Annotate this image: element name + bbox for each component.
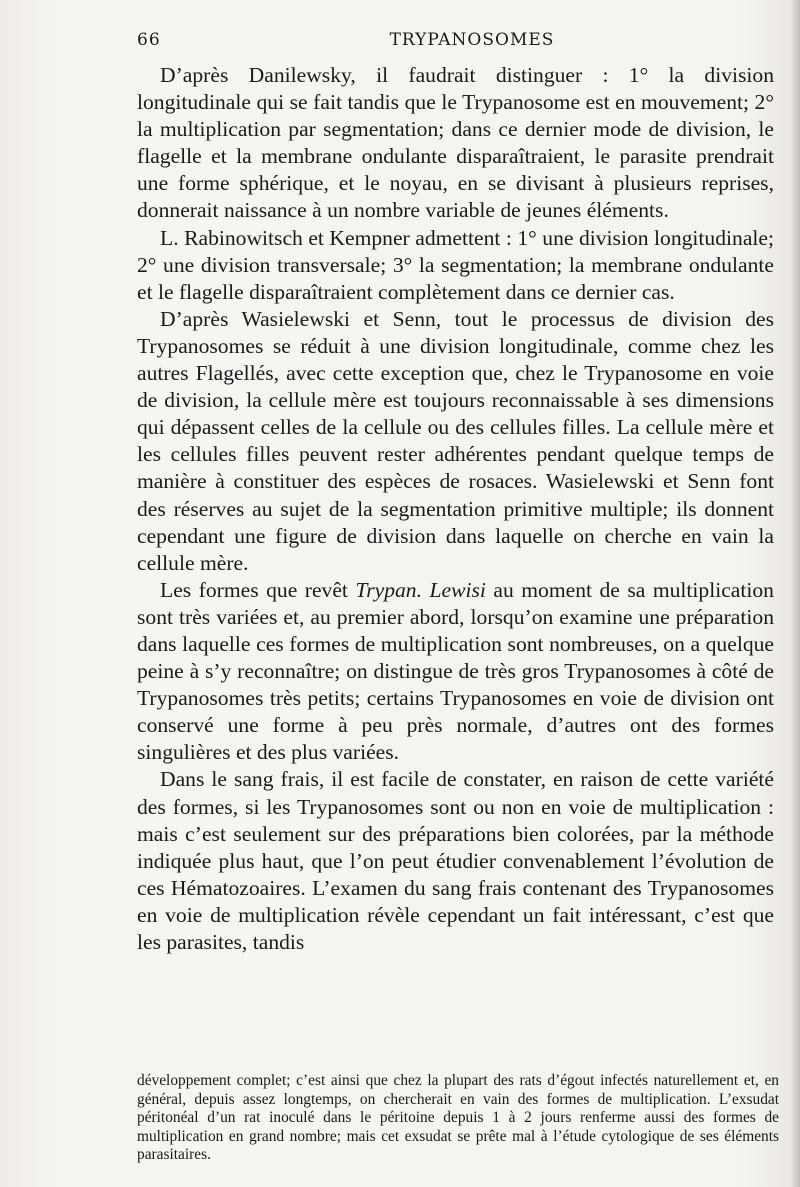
paragraph-rabinowitsch: L. Rabinowitsch et Kempner admettent : 1° une division longitudinale; 2° une division transversale; 3° la segmentation; la membrane ondulante et le flagelle disparaîtraient complètement dans ce dernier cas. <box>137 225 774 304</box>
paragraph-danilewsky: D’après Danilewsky, il faudrait distinguer : 1° la division longitudinale qui se fait tandis que le Trypanosome est en mouvement; 2° la multiplication par segmentation; dans ce dernier mode de division, le flagelle et la membrane ondulante disparaîtraient, le parasite prendrait une forme sphérique, et le noyau, en se divisant à plusieurs reprises, donnerait naissance à un nombre variable de jeunes éléments. <box>137 63 774 223</box>
footnote-text: développement complet; c’est ainsi que chez la plupart des rats d’égout infectés naturellement et, en général, depuis assez longtemps, on chercherait en vain des formes de multiplication. L’exsudat péritonéal d’un rat inoculé dans le péritoine depuis 1 à 2 jours renferme aussi des formes de multiplication en grand nombre; mais cet exsudat se prête mal à l’étude cytologique de ses éléments parasitaires. <box>137 1072 779 1164</box>
paragraph-formes <box>137 577 774 767</box>
paragraph-formes-end: au moment de sa multiplication sont très variées et, au premier abord, lorsqu’on examine une préparation dans laquelle ces formes de multiplication sont nombreuses, on a quelque peine à s’y reconnaître; on distingue de très gros Trypanosomes à côté de Trypanosomes très petits; certains Trypanosomes en voie de division ont conservé une forme à peu près normale, d’autres ont des formes singulières et des plus variées. <box>137 577 774 765</box>
page-number: 66 <box>137 30 161 50</box>
paragraph-formes-start: Les formes que revêt <box>160 577 356 602</box>
species-name: Trypan. Lewisi <box>355 577 486 602</box>
paragraph-sang-frais: Dans le sang frais, il est facile de constater, en raison de cette variété des formes, si les Trypanosomes sont ou non en voie de multiplication : mais c’est seulement sur des préparations bien colorées, par la méthode indiquée plus haut, que l’on peut étudier convenablement l’évolution de ces Hématozoaires. L’examen du sang frais contenant des Trypanosomes en voie de multiplication révèle cependant un fait intéressant, c’est que les parasites, tandis <box>137 767 774 954</box>
running-title: TRYPANOSOMES <box>389 30 555 50</box>
paragraph-wasielewski: D’après Wasielewski et Senn, tout le processus de division des Trypanosomes se réduit à une division longitudinale, comme chez les autres Flagellés, avec cette exception que, chez le Trypanosome en voie de division, la cellule mère est toujours reconnaissable à ses dimensions qui dépassent celles de la cellule ou des cellules filles. La cellule mère et les cellules filles peuvent rester adhérentes pendant quelque temps de manière à constituer des espèces de rosaces. Wasielewski et Senn font des réserves au sujet de la segmentation primitive multiple; ils donnent cependant une figure de division dans laquelle on cherche en vain la cellule mère. <box>137 306 774 575</box>
page-edge-shadow <box>790 0 800 1187</box>
body-text <box>137 62 774 956</box>
footnote <box>137 1072 779 1165</box>
page-header <box>137 30 777 54</box>
